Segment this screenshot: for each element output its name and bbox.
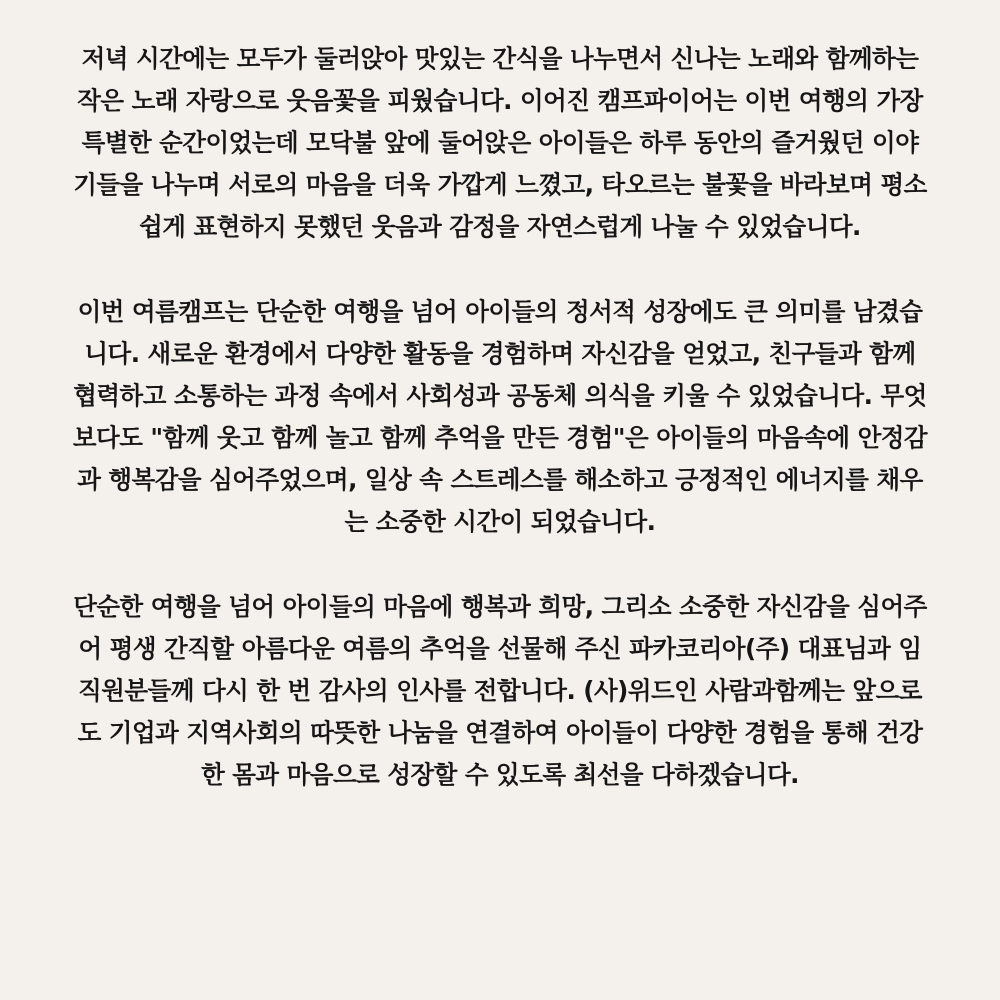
paragraph-camp-meaning: [0, 291, 1000, 543]
text-line: 작은 노래 자랑으로 웃음꽃을 피웠습니다. 이어진 캠프파이어는 이번 여행의 가장: [77, 86, 923, 115]
text-line: 이번 여름캠프는 단순한 여행을 넘어 아이들의 정서적 성장에도 큰 의미를 남겼습: [77, 297, 923, 326]
text-line: 단순한 여행을 넘어 아이들의 마음에 행복과 희망, 그리소 소중한 자신감을 심어주: [73, 592, 927, 621]
text-line: 도 기업과 지역사회의 따뜻한 나눔을 연결하여 아이들이 다양한 경험을 통해 건강: [77, 718, 923, 747]
text-line: 직원분들께 다시 한 번 감사의 인사를 전합니다. (사)위드인 사람과함께는 앞으로: [78, 676, 922, 705]
text-line: 기들을 나누며 서로의 마음을 더욱 가깝게 느꼈고, 타오르는 불꽃을 바라보며 평소: [73, 170, 927, 199]
text-line: 과 행복감을 심어주었으며, 일상 속 스트레스를 해소하고 긍정적인 에너지를 채우: [77, 465, 923, 494]
text-line: 보다도 "함께 웃고 함께 놀고 함께 추억을 만든 경험"은 아이들의 마음속에 안정감: [72, 423, 928, 452]
text-line: 는 소중한 시간이 되었습니다.: [344, 507, 656, 536]
text-line: 협력하고 소통하는 과정 속에서 사회성과 공동체 의식을 키울 수 있었습니다. 무엇: [73, 381, 927, 410]
text-line: 한 몸과 마음으로 성장할 수 있도록 최선을 다하겠습니다.: [201, 760, 799, 789]
paragraph-evening-campfire: [0, 38, 1000, 248]
text-line: 니다. 새로운 환경에서 다양한 활동을 경험하며 자신감을 얻었고, 친구들과 함께: [84, 339, 916, 368]
text-line: 저녁 시간에는 모두가 둘러앉아 맛있는 간식을 나누면서 신나는 노래와 함께하는: [81, 44, 919, 73]
text-line: 특별한 순간이었는데 모닥불 앞에 둘어앉은 아이들은 하루 동안의 즐거웠던 이야: [81, 128, 919, 157]
text-line: 쉽게 표현하지 못했던 웃음과 감정을 자연스럽게 나눌 수 있었습니다.: [139, 212, 861, 241]
text-line: 어 평생 간직할 아름다운 여름의 추억을 선물해 주신 파카코리아(주) 대표님과 임: [78, 634, 922, 663]
paragraph-thanks: [0, 586, 1000, 796]
